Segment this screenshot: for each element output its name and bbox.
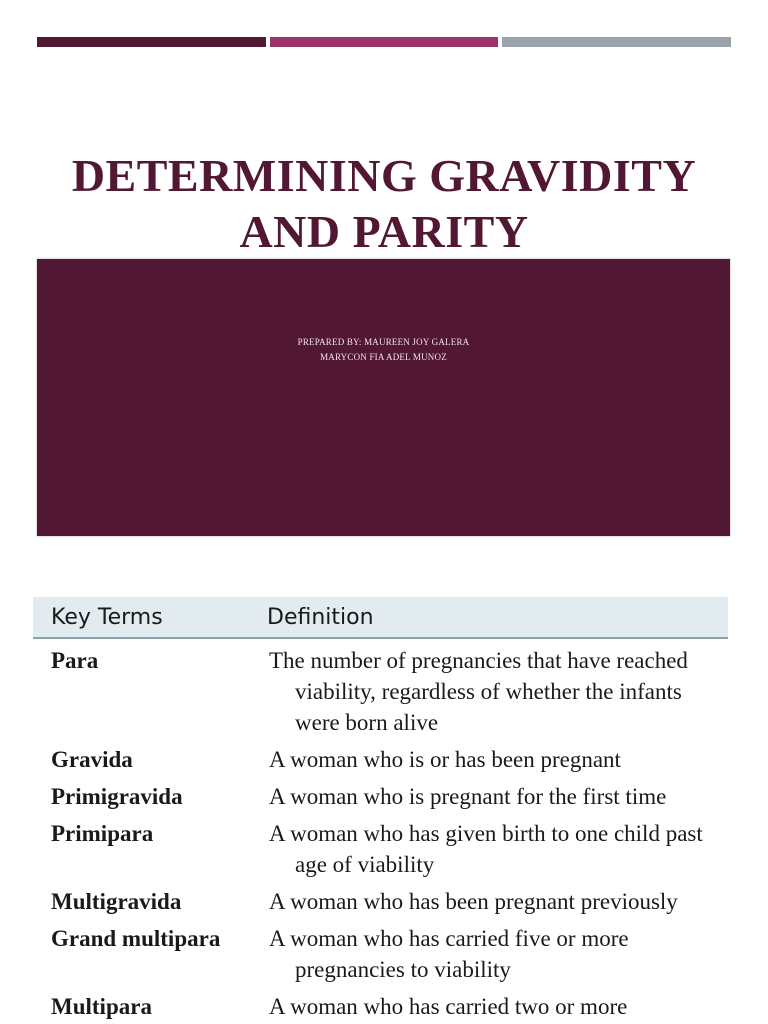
credits-line-1: PREPARED BY: MAUREEN JOY GALERA bbox=[297, 337, 470, 347]
table-row bbox=[33, 781, 728, 812]
term-cell: Multigravida bbox=[51, 889, 182, 914]
credits-line-2: MARYCON FIA ADEL MUNOZ bbox=[320, 352, 447, 362]
accent-bar-gray bbox=[502, 37, 731, 47]
header-key-terms: Key Terms bbox=[51, 604, 163, 630]
title-line-2: AND PARITY bbox=[239, 206, 529, 257]
definition-cell: The number of pregnancies that have reached viability, regardless of whether the infants were born alive bbox=[269, 648, 688, 735]
definition-cell: A woman who is pregnant for the first time bbox=[269, 784, 667, 809]
key-terms-table bbox=[33, 597, 728, 1022]
term-cell: Para bbox=[51, 648, 99, 673]
header-definition: Definition bbox=[267, 604, 374, 630]
term-cell: Primigravida bbox=[51, 784, 183, 809]
table-row bbox=[33, 645, 728, 738]
term-cell: Grand multipara bbox=[51, 926, 221, 951]
table-row bbox=[33, 818, 728, 880]
definition-cell: A woman who has carried five or more pregnancies to viability bbox=[269, 926, 629, 982]
definition-cell: A woman who has given birth to one child past age of viability bbox=[269, 821, 703, 877]
definition-cell: A woman who has carried two or more bbox=[269, 994, 628, 1019]
definition-cell: A woman who is or has been pregnant bbox=[269, 747, 621, 772]
accent-bar-magenta bbox=[270, 37, 498, 47]
term-cell: Primipara bbox=[51, 821, 154, 846]
term-cell: Multipara bbox=[51, 994, 152, 1019]
title-line-1: DETERMINING GRAVIDITY bbox=[71, 150, 697, 201]
table-spacer bbox=[33, 638, 728, 645]
table-row bbox=[33, 923, 728, 985]
table-row bbox=[33, 886, 728, 917]
title-panel bbox=[37, 259, 730, 536]
definition-cell: A woman who has been pregnant previously bbox=[269, 889, 678, 914]
page-title bbox=[0, 148, 768, 260]
table-header-row bbox=[33, 597, 728, 638]
table-row bbox=[33, 744, 728, 775]
term-cell: Gravida bbox=[51, 747, 133, 772]
table-row bbox=[33, 991, 728, 1022]
accent-bar-maroon bbox=[37, 37, 266, 47]
credits bbox=[37, 335, 730, 365]
